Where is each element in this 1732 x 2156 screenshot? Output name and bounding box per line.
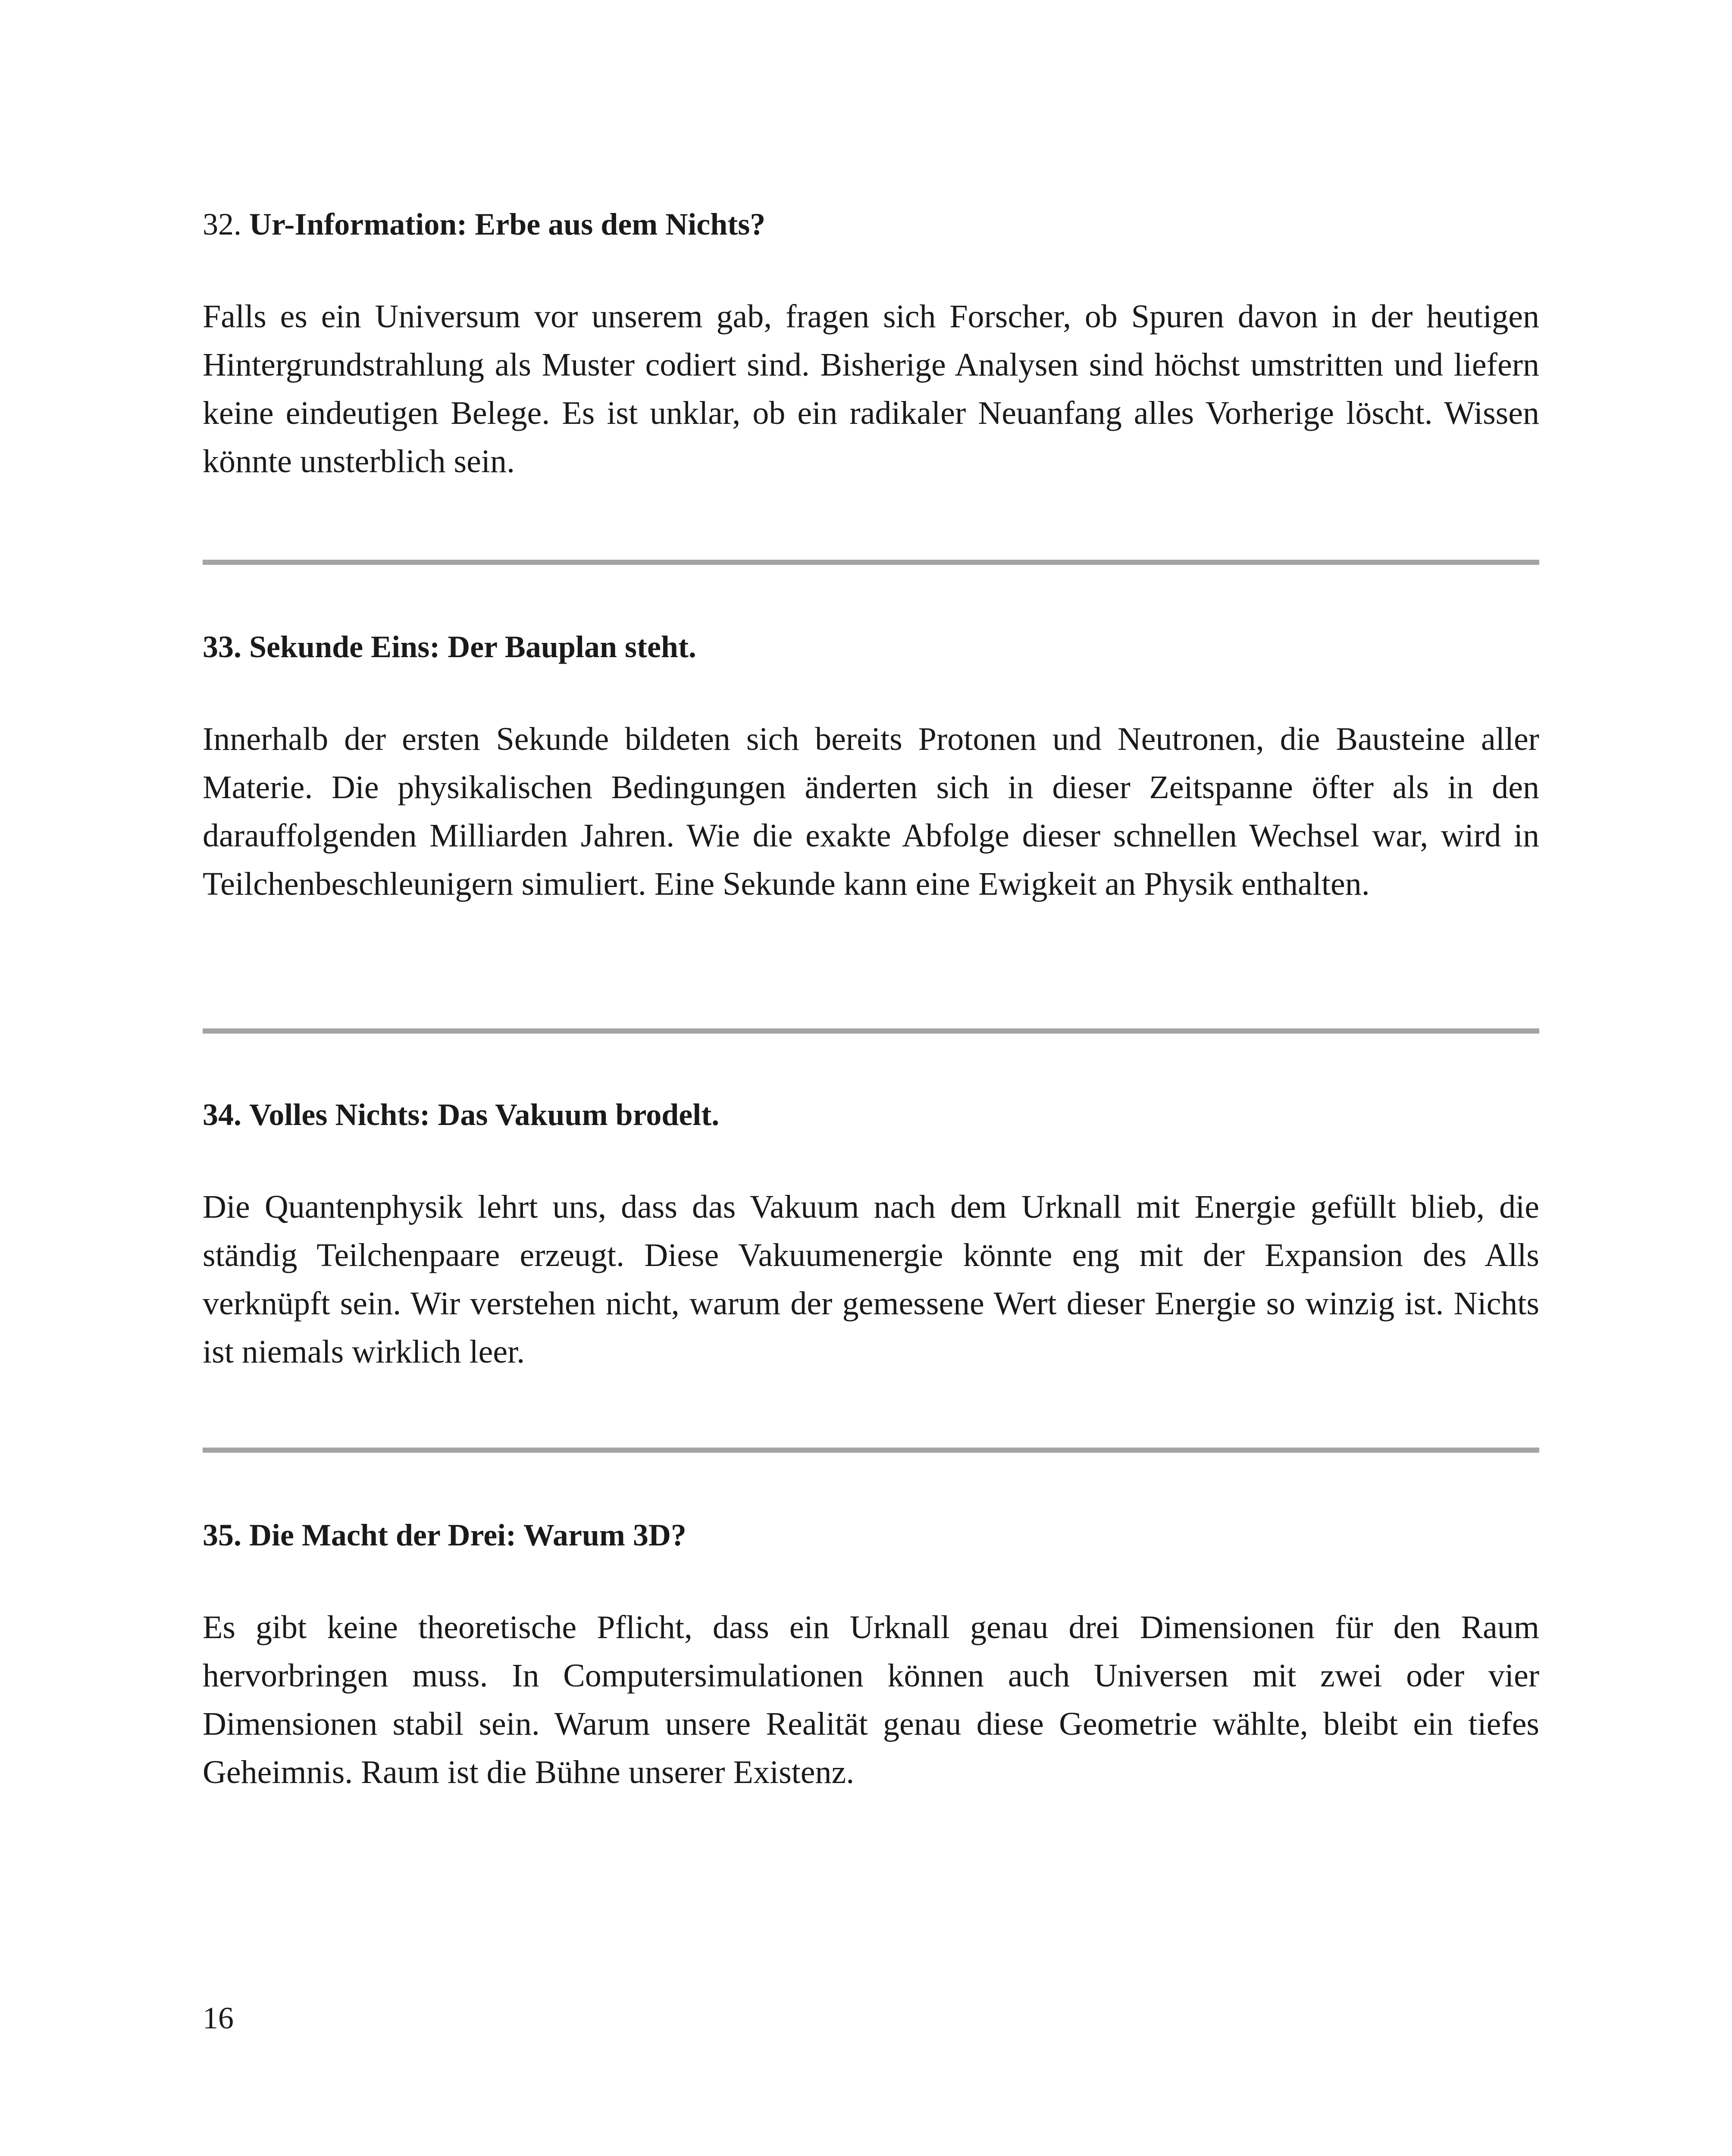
section-divider bbox=[203, 1028, 1539, 1034]
section-heading bbox=[203, 1093, 1539, 1136]
section-body: Es gibt keine theoretische Pflicht, dass ein Urknall genau drei Dimensionen für den Raum hervorbringen muss. In Computersimulationen können auch Universen mit zwei oder vier Dimensionen stabil sein. Warum unsere Realität genau diese Geometrie wählte, bleibt ein tiefes Geheimnis. Raum ist die Bühne unserer Existenz. bbox=[203, 1609, 1539, 1790]
section-body: Innerhalb der ersten Sekunde bildeten sich bereits Protonen und Neutronen, die Bausteine aller Materie. Die physikalischen Bedingungen änderten sich in dieser Zeitspanne öfter als in den darauffolgenden Milliarden Jahren. Wie die exakte Abfolge dieser schnellen Wechsel war, wird in Teilchenbeschleunigern simuliert. Eine Sekunde kann eine Ewigkeit an Physik enthalten. bbox=[203, 721, 1539, 902]
section-title: Sekunde Eins: Der Bauplan steht. bbox=[249, 630, 696, 664]
section-divider bbox=[203, 1448, 1539, 1453]
section-title: Die Macht der Drei: Warum 3D? bbox=[249, 1518, 686, 1552]
page-number: 16 bbox=[203, 2001, 234, 2035]
section-heading bbox=[203, 1514, 1539, 1557]
section-body: Falls es ein Universum vor unserem gab, fragen sich Forscher, ob Spuren davon in der heutigen Hintergrundstrahlung als Muster codiert sind. Bisherige Analysen sind höchst umstritten und liefern keine eindeutigen Belege. Es ist unklar, ob ein radikaler Neuanfang alles Vorherige löscht. Wissen könnte unsterblich sein. bbox=[203, 298, 1539, 479]
section-33 bbox=[203, 625, 1539, 908]
section-number: 32. bbox=[203, 207, 241, 241]
section-title: Ur-Information: Erbe aus dem Nichts? bbox=[249, 207, 766, 241]
section-divider bbox=[203, 560, 1539, 565]
section-heading bbox=[203, 203, 1539, 246]
section-34 bbox=[203, 1093, 1539, 1376]
section-number: 35. bbox=[203, 1518, 241, 1552]
section-number: 34. bbox=[203, 1097, 241, 1132]
section-32 bbox=[203, 203, 1539, 486]
section-title: Volles Nichts: Das Vakuum brodelt. bbox=[249, 1097, 720, 1132]
section-heading bbox=[203, 625, 1539, 668]
section-35 bbox=[203, 1514, 1539, 1796]
section-number: 33. bbox=[203, 630, 241, 664]
section-body: Die Quantenphysik lehrt uns, dass das Vakuum nach dem Urknall mit Energie gefüllt blieb, die ständig Teilchenpaare erzeugt. Diese Vakuumenergie könnte eng mit der Expansion des Alls verknüpft sein. Wir verstehen nicht, warum der gemessene Wert dieser Energie so winzig ist. Nichts ist niemals wirklich leer. bbox=[203, 1189, 1539, 1370]
